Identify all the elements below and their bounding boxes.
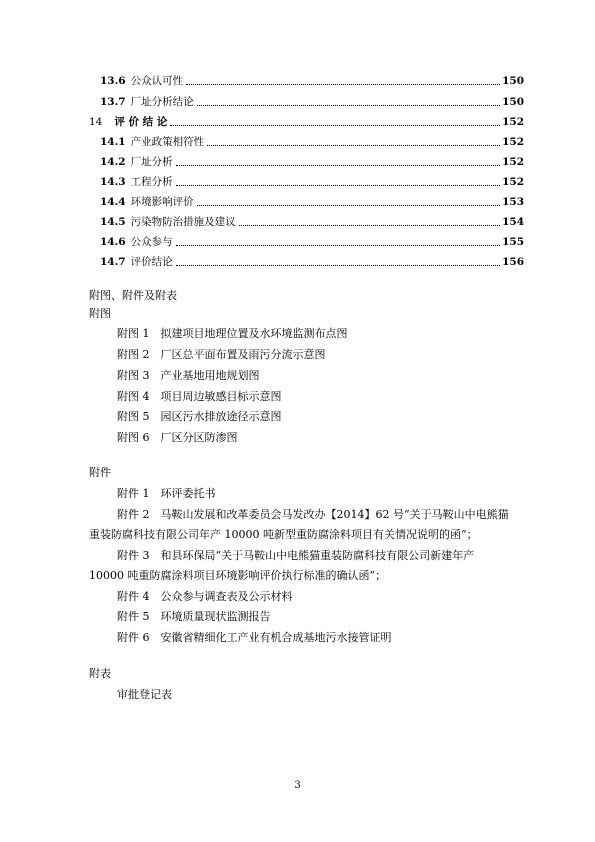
toc-title: 评 价 结 论 (114, 116, 168, 128)
toc-leader (239, 225, 501, 226)
toc-number: 14.1 (100, 136, 126, 148)
toc-title: 公众认可性 (130, 75, 184, 87)
toc-leader (176, 185, 501, 186)
appendix-heading: 附图、附件及附表 (89, 289, 177, 302)
toc-number: 14.4 (100, 196, 126, 208)
toc-title: 厂址分析结论 (130, 96, 194, 108)
toc-page: 156 (502, 256, 524, 268)
toc-leader (197, 205, 501, 206)
attachment-item: 附件 6 安徽省精细化工产业有机合成基地污水接管证明 (117, 631, 392, 644)
toc-leader (197, 105, 501, 106)
toc-entry[interactable] (100, 73, 524, 89)
toc-leader (170, 125, 500, 126)
toc-title: 公众参与 (130, 236, 173, 248)
toc-leader (207, 145, 500, 146)
toc-title: 污染物防治措施及建议 (130, 216, 236, 228)
figure-item: 附图 5 园区污水排放途径示意图 (117, 410, 282, 423)
toc-number: 13.7 (100, 96, 126, 108)
figure-item: 附图 6 厂区分区防渗图 (117, 431, 238, 444)
tables-heading: 附表 (89, 667, 111, 680)
attachment-item-cont: 10000 吨重防腐涂料项目环境影响评价执行标准的确认函”； (89, 569, 387, 582)
figure-item: 附图 3 产业基地用地规划图 (117, 369, 260, 382)
toc-entry[interactable] (100, 194, 524, 210)
toc-page: 153 (502, 196, 524, 208)
toc-page: 150 (502, 75, 524, 87)
attachments-heading: 附件 (89, 466, 111, 479)
toc-entry[interactable] (100, 234, 524, 250)
toc-number: 14 (89, 116, 103, 128)
attachment-item: 附件 5 环境质量现状监测报告 (117, 610, 271, 623)
attachment-item: 附件 2 马鞍山发展和改革委员会马发改办【2014】62 号“关于马鞍山中电熊猫 (117, 508, 509, 521)
toc-entry[interactable] (100, 134, 524, 150)
toc-entry[interactable] (100, 154, 524, 170)
toc-page: 155 (502, 236, 524, 248)
toc-page: 154 (502, 216, 524, 228)
figure-item: 附图 2 厂区总平面布置及雨污分流示意图 (117, 348, 326, 361)
toc-title: 工程分析 (130, 176, 173, 188)
toc-number: 14.5 (100, 216, 126, 228)
toc-entry[interactable] (100, 94, 524, 110)
toc-number: 14.3 (100, 176, 126, 188)
toc-page: 152 (502, 176, 524, 188)
table-item: 审批登记表 (117, 688, 172, 701)
toc-entry[interactable] (89, 114, 524, 130)
toc-leader (176, 245, 501, 246)
toc-number: 14.6 (100, 236, 126, 248)
attachment-item: 附件 4 公众参与调查表及公示材料 (117, 590, 293, 603)
figure-item: 附图 4 项目周边敏感目标示意图 (117, 390, 282, 403)
toc-entry[interactable] (100, 254, 524, 270)
toc-number: 14.7 (100, 256, 126, 268)
toc-title: 评价结论 (130, 256, 173, 268)
toc-entry[interactable] (100, 214, 524, 230)
toc-page: 150 (502, 96, 524, 108)
toc-title: 环境影响评价 (130, 196, 194, 208)
attachment-item-cont: 重装防腐科技有限公司年产 10000 吨新型重防腐涂料项目有关情况说明的函”； (89, 528, 478, 541)
toc-page: 152 (502, 136, 524, 148)
toc-number: 14.2 (100, 156, 126, 168)
toc-number: 13.6 (100, 75, 126, 87)
toc-leader (186, 84, 500, 85)
toc-leader (176, 265, 501, 266)
toc-page: 152 (502, 116, 524, 128)
toc-title: 产业政策相符性 (130, 136, 205, 148)
figure-item: 附图 1 拟建项目地理位置及水环境监测布点图 (117, 327, 348, 340)
toc-entry[interactable] (100, 174, 524, 190)
attachment-item: 附件 1 环评委托书 (117, 487, 216, 500)
toc-title: 厂址分析 (130, 156, 173, 168)
figures-heading: 附图 (89, 307, 111, 320)
toc-leader (176, 165, 501, 166)
attachment-item: 附件 3 和县环保局“关于马鞍山中电熊猫重装防腐科技有限公司新建年产 (117, 549, 475, 562)
page-number: 3 (294, 780, 301, 791)
toc-page: 152 (502, 156, 524, 168)
